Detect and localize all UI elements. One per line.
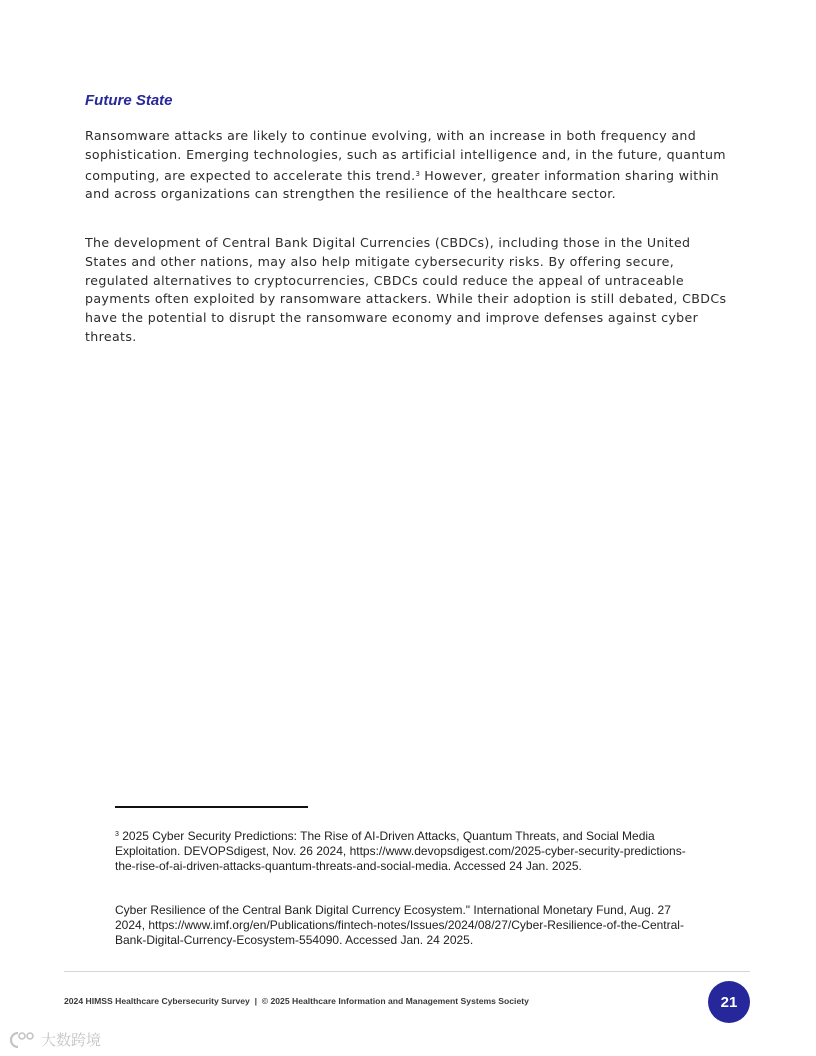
footer-copyright: 2024 HIMSS Healthcare Cybersecurity Survey | © 2025 Healthcare Information and Management Systems Society — [64, 996, 529, 1006]
page-number-badge — [708, 981, 750, 1023]
paragraph-1-text-cont: However, greater information sharing within and across organizations can strengthen the resilience of the healthcare sector. — [85, 167, 719, 202]
footnote-1-text: 2025 Cyber Security Predictions: The Rise of AI-Driven Attacks, Quantum Threats, and Social Media Exploitation. DEVOPSdigest, Nov. 26 2024, https://www.devopsdigest.com/2025-cyber-security-predictions-the-rise-of-ai-driven-attacks-quantum-threats-and-social-media. Accessed 24 Jan. 2025. — [115, 829, 686, 873]
paragraph-1-text: Ransomware attacks are likely to continue evolving, with an increase in both frequency and sophistication. Emerging technologies, such as artificial intelligence and, in the future, quantum computing, are expected to accelerate this trend. — [85, 128, 726, 183]
footer-divider — [64, 971, 750, 972]
footnote-2: Cyber Resilience of the Central Bank Digital Currency Ecosystem." International Monetary Fund, Aug. 27 2024, https://www.imf.org/en/Publications/fintech-notes/Issues/2024/08/27/Cyber-Resilience-of-the-Central-Bank-Digital-Currency-Ecosystem-554090. Accessed Jan. 24 2025. — [115, 903, 684, 947]
footnote-1-mark: 3 — [115, 831, 119, 838]
footnote-divider — [115, 806, 308, 808]
paragraph-cbdc: The development of Central Bank Digital Currencies (CBDCs), including those in the United States and other nations, may also help mitigate cybersecurity risks. By offering secure, regulated alternatives to cryptocurrencies, CBDCs could reduce the appeal of untraceable payments often exploited by ransomware attackers. While their adoption is still debated, CBDCs have the potential to disrupt the ransomware economy and improve defenses against cyber threats. — [85, 235, 727, 344]
footnote-1 — [115, 828, 695, 873]
brand-logo-icon — [8, 1030, 38, 1050]
paragraph-ransomware-outlook — [85, 127, 735, 204]
footnote-reference[interactable]: 3 — [415, 169, 420, 178]
watermark-text: 大数跨境 — [41, 1031, 102, 1049]
page-number: 21 — [720, 993, 738, 1011]
watermark — [8, 1029, 101, 1050]
section-heading: Future State — [85, 92, 173, 109]
